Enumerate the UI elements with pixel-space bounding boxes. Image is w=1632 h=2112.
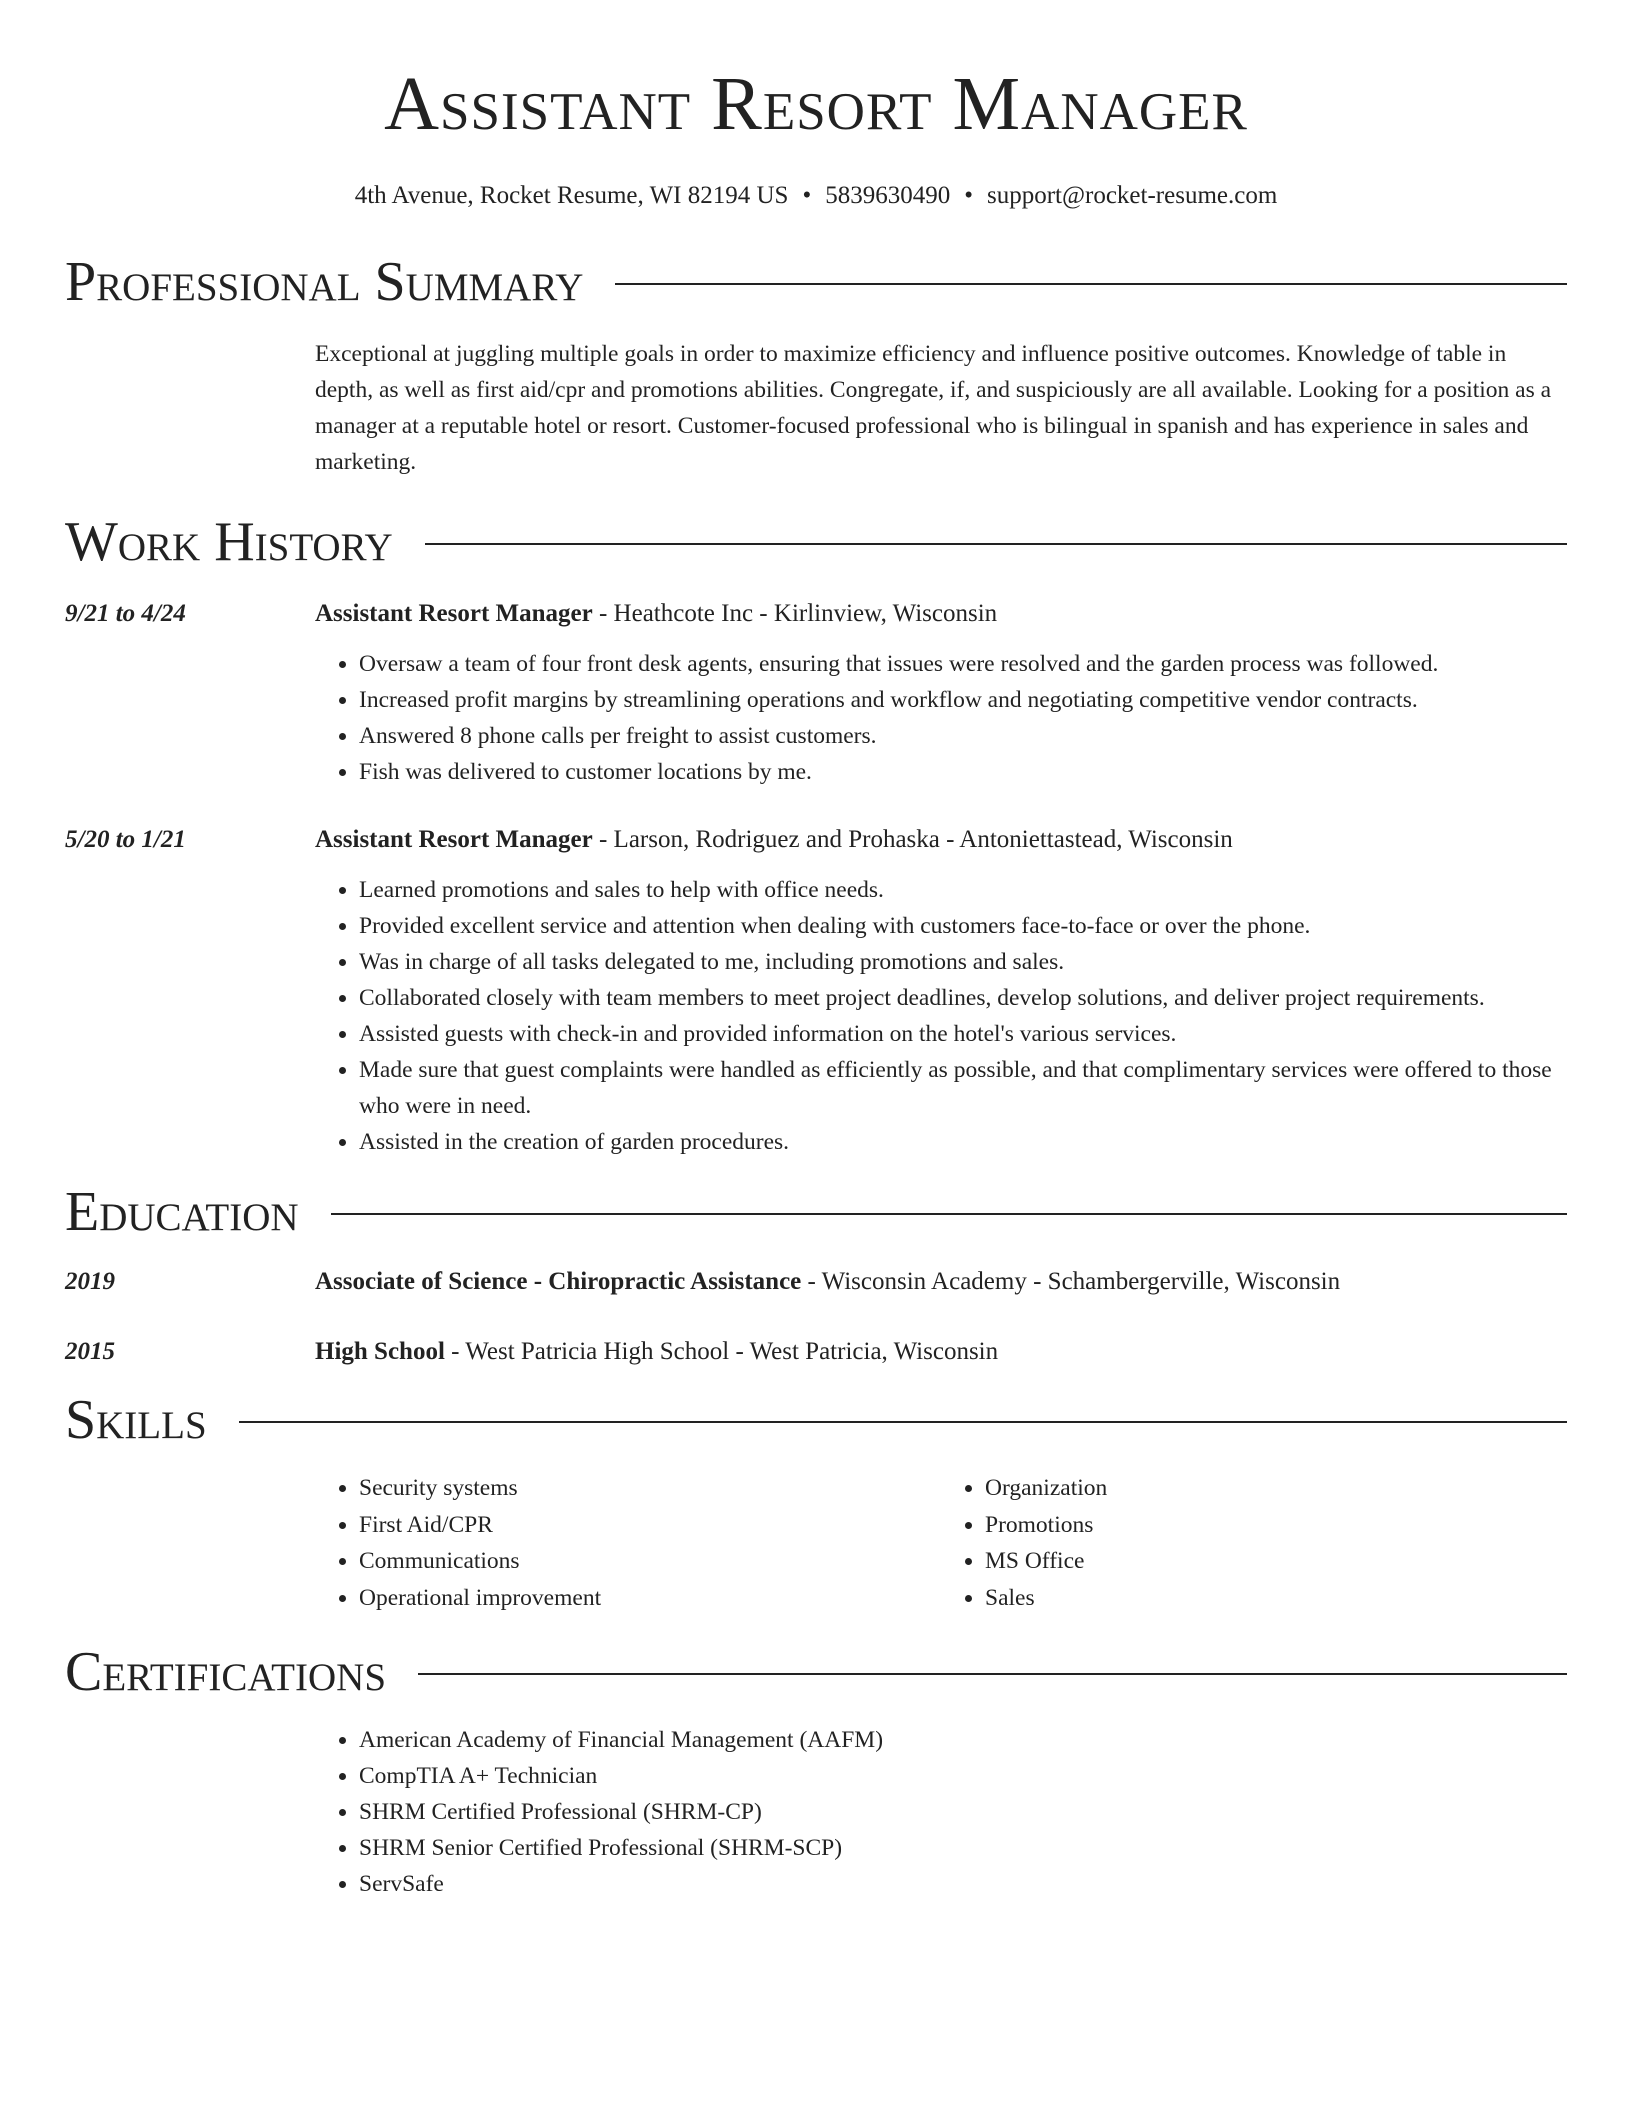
list-item: • Assisted guests with check-in and provided information on the hotel's various services. [359, 1016, 1567, 1052]
skill-item: • Operational improvement [359, 1580, 941, 1617]
contact-email: support@rocket-resume.com [986, 182, 1278, 209]
job-entry [65, 596, 1567, 790]
section-divider [418, 1673, 1567, 1675]
list-item: • Provided excellent service and attention when dealing with customers face-to-face or over the phone. [359, 908, 1567, 944]
job-title: Assistant Resort Manager [315, 600, 593, 627]
skill-item: • Communications [359, 1543, 941, 1580]
education-entry [65, 1264, 1567, 1300]
section-divider [615, 283, 1567, 285]
list-item: • Fish was delivered to customer locations by me. [359, 754, 1567, 790]
section-divider [425, 543, 1567, 545]
job-dates: 5/20 to 1/21 [65, 826, 186, 853]
education-details: - Wisconsin Academy - Schambergerville, Wisconsin [801, 1268, 1341, 1295]
candidate-name: Assistant Resort Manager [384, 62, 1248, 146]
skill-item: • First Aid/CPR [359, 1507, 941, 1544]
section-education-heading [65, 1180, 1567, 1244]
section-title: Work History [65, 511, 393, 573]
job-bullets [315, 872, 1567, 1160]
section-work-heading [65, 510, 1567, 574]
education-entry [65, 1334, 1567, 1370]
education-degree: Associate of Science - Chiropractic Assistance [315, 1268, 802, 1295]
certification-item: • SHRM Senior Certified Professional (SHRM-SCP) [359, 1830, 1567, 1866]
list-item: • Answered 8 phone calls per freight to assist customers. [359, 718, 1567, 754]
section-title: Certifications [65, 1641, 387, 1703]
list-item: • Increased profit margins by streamlining operations and workflow and negotiating competitive vendor contracts. [359, 682, 1567, 718]
section-title: Education [65, 1181, 299, 1243]
section-title: Professional Summary [65, 251, 584, 313]
section-skills-heading [65, 1388, 1567, 1452]
list-item: • Oversaw a team of four front desk agents, ensuring that issues were resolved and the garden process was followed. [359, 646, 1567, 682]
skill-item: • Promotions [985, 1507, 1567, 1544]
skills-column-left [315, 1470, 941, 1616]
education-degree: High School [315, 1338, 445, 1365]
contact-separator: • [964, 182, 973, 209]
summary-text: Exceptional at juggling multiple goals in order to maximize efficiency and influence positive outcomes. Knowledge of table in depth, as well as first aid/cpr and promotions abilities. Congregate, if, and suspiciously are all available. Looking for a position as a manager at a reputable hotel or resort. Customer-focused professional who is bilingual in spanish and has experience in sales and marketing. [315, 341, 1552, 475]
certification-item: • SHRM Certified Professional (SHRM-CP) [359, 1794, 1567, 1830]
section-divider [331, 1213, 1567, 1215]
skills-column-right [941, 1470, 1567, 1616]
education-details: - West Patricia High School - West Patricia, Wisconsin [444, 1338, 999, 1365]
contact-separator: • [802, 182, 812, 209]
skill-item: • Security systems [359, 1470, 941, 1507]
skill-item: • MS Office [985, 1543, 1567, 1580]
skills-list [315, 1470, 1567, 1616]
section-title: Skills [65, 1389, 207, 1451]
education-heading [315, 1264, 1567, 1300]
job-details: - Heathcote Inc - Kirlinview, Wisconsin [592, 600, 998, 627]
certification-item: • American Academy of Financial Management (AAFM) [359, 1722, 1567, 1758]
contact-phone: 5839630490 [825, 182, 951, 209]
skill-item: • Sales [985, 1580, 1567, 1617]
education-heading [315, 1334, 1567, 1370]
list-item: • Made sure that guest complaints were handled as efficiently as possible, and that complimentary services were offered to those who were in need. [359, 1052, 1567, 1124]
job-heading [315, 596, 1567, 632]
list-item: • Learned promotions and sales to help with office needs. [359, 872, 1567, 908]
education-year: 2019 [65, 1268, 115, 1295]
contact-line [65, 180, 1567, 212]
contact-address: 4th Avenue, Rocket Resume, WI 82194 US [354, 182, 789, 209]
job-dates: 9/21 to 4/24 [65, 600, 186, 627]
education-year: 2015 [65, 1338, 115, 1365]
certification-item: • CompTIA A+ Technician [359, 1758, 1567, 1794]
job-bullets [315, 646, 1567, 790]
job-title: Assistant Resort Manager [315, 826, 593, 853]
certification-item: • ServSafe [359, 1866, 1567, 1902]
list-item: • Collaborated closely with team members to meet project deadlines, develop solutions, and deliver project requirements. [359, 980, 1567, 1016]
job-heading [315, 822, 1567, 858]
skill-item: • Organization [985, 1470, 1567, 1507]
certifications-list [315, 1722, 1567, 1902]
list-item: • Was in charge of all tasks delegated to me, including promotions and sales. [359, 944, 1567, 980]
section-summary-heading [65, 250, 1567, 314]
section-certifications-heading [65, 1640, 1567, 1704]
section-divider [239, 1421, 1567, 1423]
job-entry [65, 822, 1567, 1160]
list-item: • Assisted in the creation of garden procedures. [359, 1124, 1567, 1160]
job-details: - Larson, Rodriguez and Prohaska - Antoniettastead, Wisconsin [592, 826, 1233, 853]
